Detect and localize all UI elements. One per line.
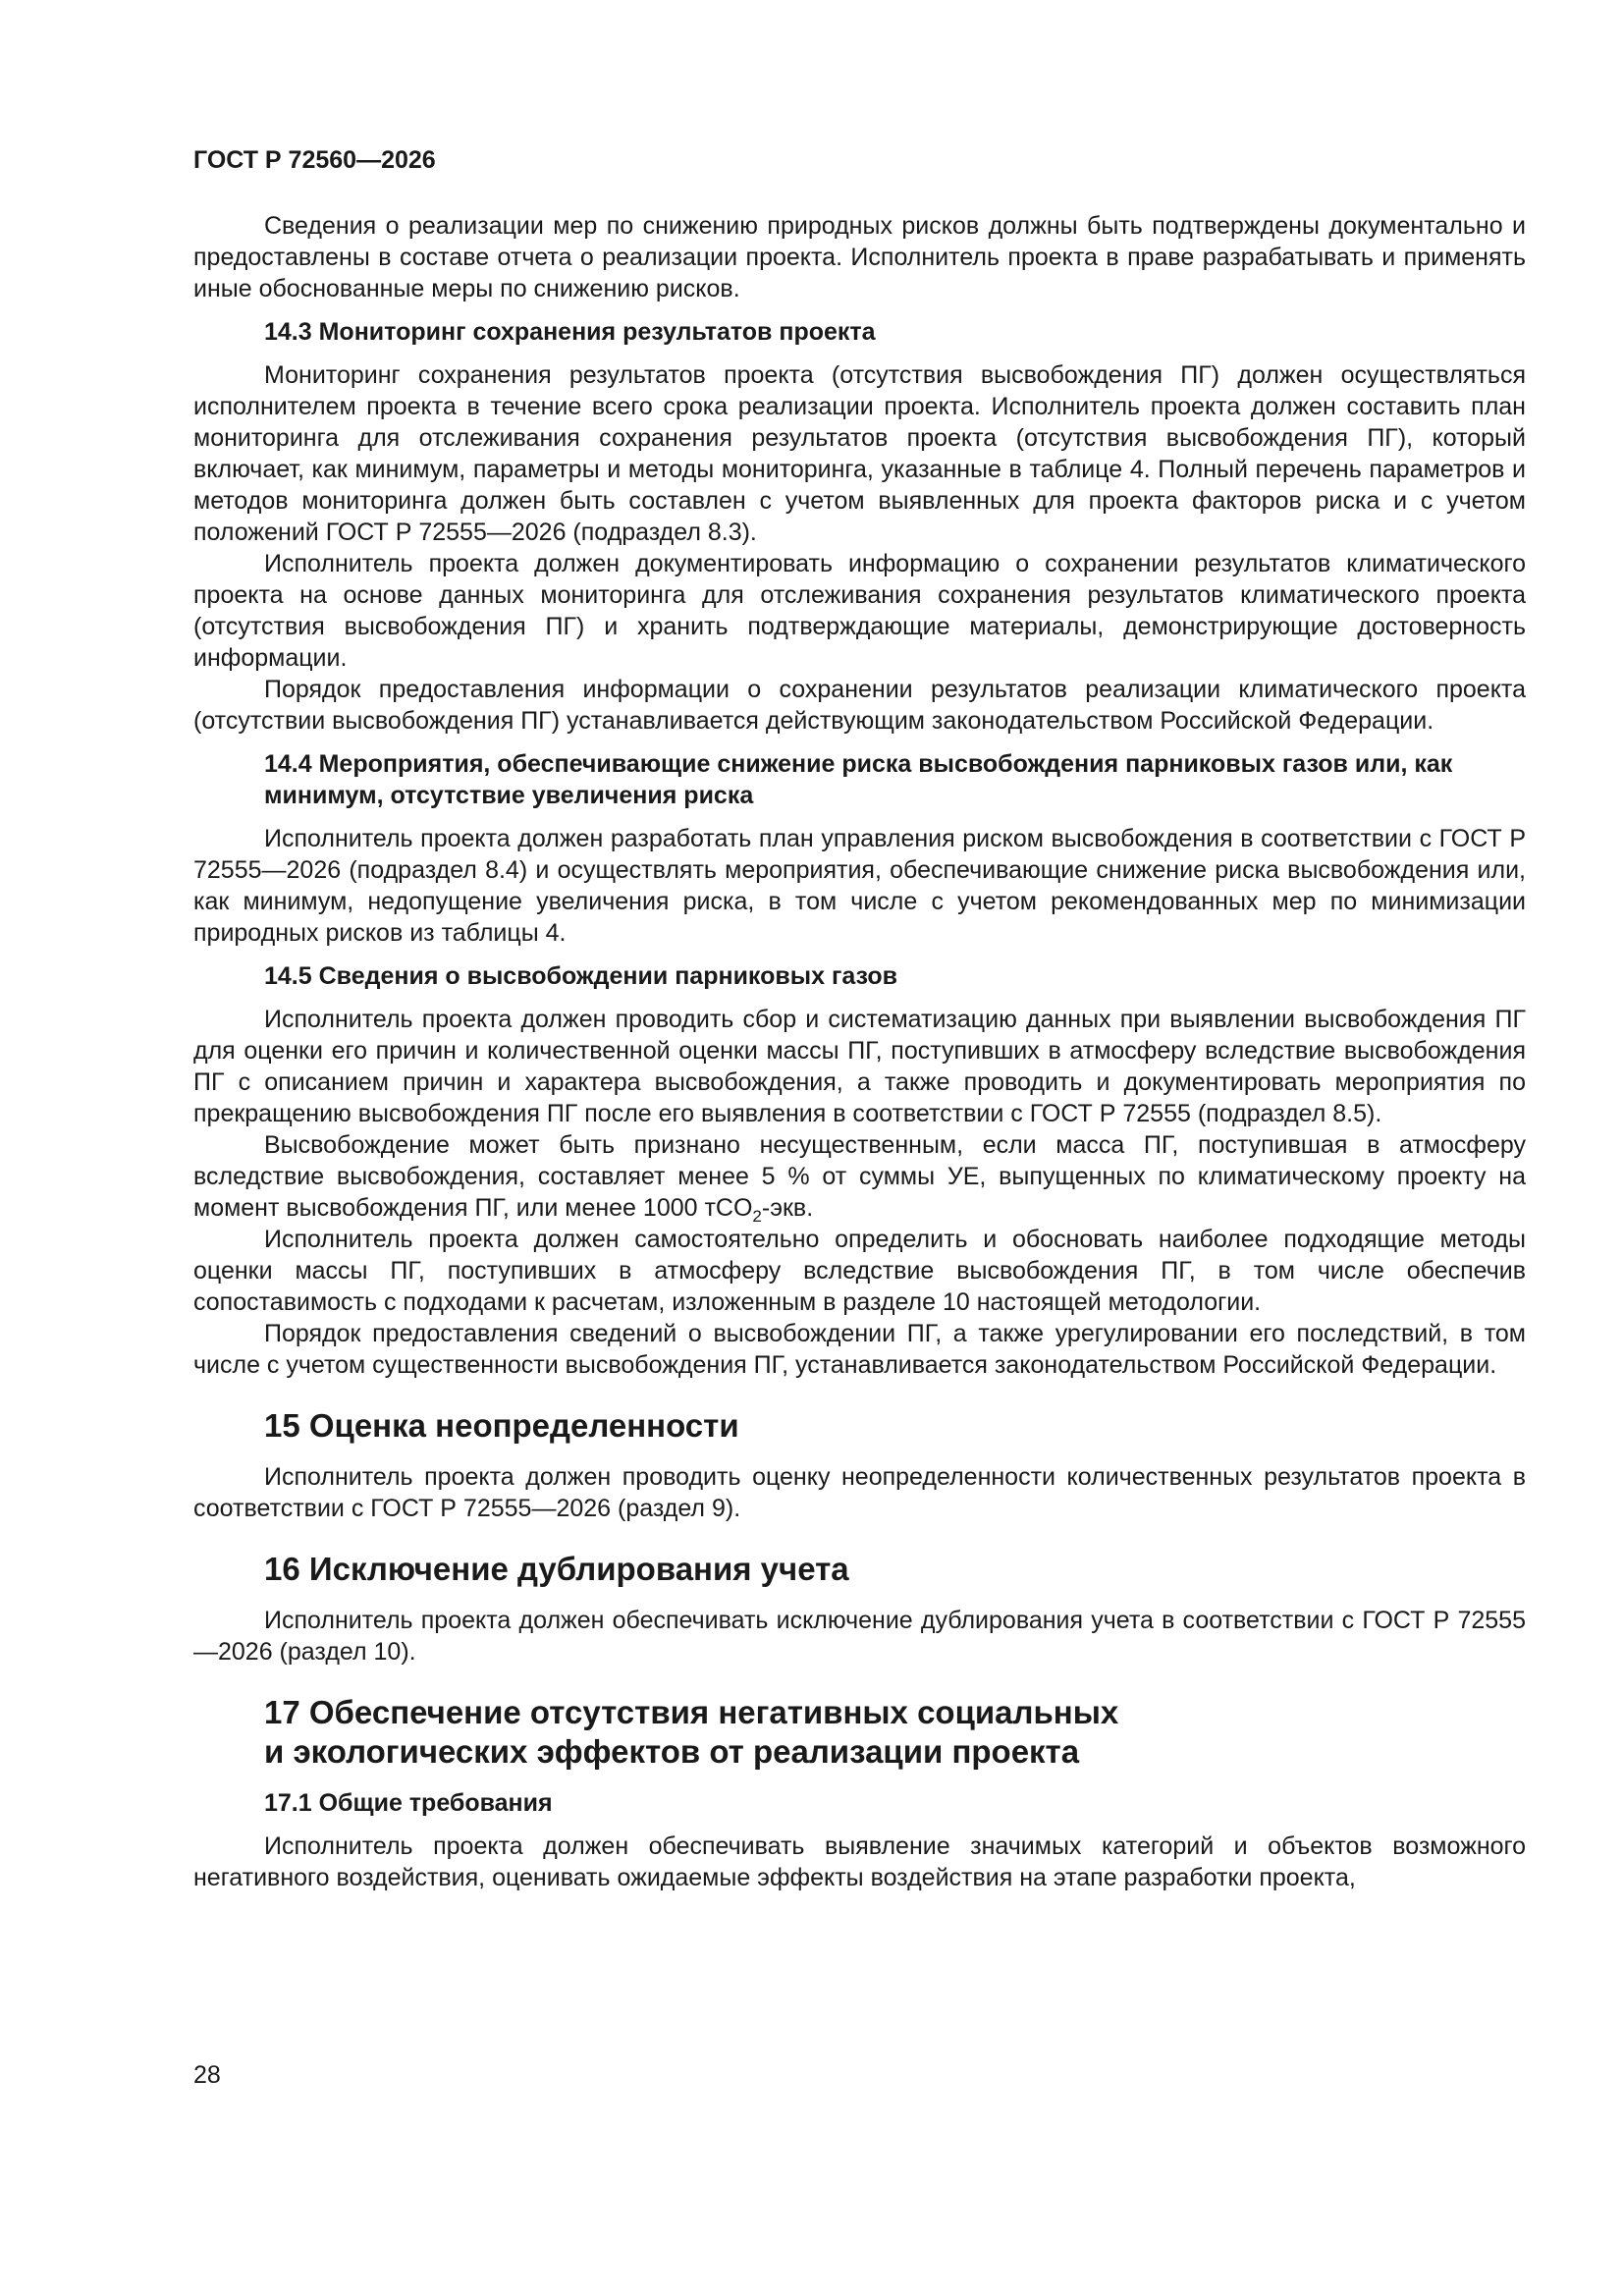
page-number: 28	[193, 2061, 221, 2089]
paragraph-with-formula	[193, 1129, 1526, 1224]
paragraph: Исполнитель проекта должен разработать план управления риском высвобождения в соответствии с ГОСТ Р 72555—2026 (подраздел 8.4) и осуществлять мероприятия, обеспечивающие снижение риска высвобождения или, как минимум, недопущение увеличения риска, в том числе с учетом рекомендованных мер по минимизации природных рисков из таблицы 4.	[193, 825, 1526, 947]
paragraph: Исполнитель проекта должен обеспечивать исключение дублирования учета в соответствии с ГОСТ Р 72555—2026 (раздел 10).	[193, 1607, 1526, 1666]
section-title-line: и экологических эффектов от реализации проекта	[264, 1733, 1080, 1770]
subscript: 2	[752, 1207, 762, 1226]
section-title-16: 16 Исключение дублирования учета	[264, 1551, 849, 1587]
paragraph: Порядок предоставления сведений о высвобождении ПГ, а также урегулировании его последствий, в том числе с учетом существенности высвобождения ПГ, устанавливается законодательством Российской Федерации.	[193, 1320, 1526, 1379]
paragraph: Исполнитель проекта должен проводить сбор и систематизацию данных при выявлении высвобождения ПГ для оценки его причин и количественной оценки массы ПГ, поступивших в атмосферу вследствие высвобождения ПГ с описанием причин и характера высвобождения, а также проводить и документировать мероприятия по прекращению высвобождения ПГ после его выявления в соответствии с ГОСТ Р 72555 (подраздел 8.5).	[193, 1006, 1526, 1127]
document-header: ГОСТ Р 72560—2026	[193, 146, 436, 174]
subsection-title-14-4: 14.4 Мероприятия, обеспечивающие снижение риска высвобождения парниковых газов или, как минимум, отсутствие увеличения риска	[264, 750, 1453, 809]
document-page	[193, 145, 1526, 1893]
paragraph: Исполнитель проекта должен проводить оценку неопределенности количественных результатов проекта в соответствии с ГОСТ Р 72555—2026 (раздел 9).	[193, 1463, 1526, 1522]
paragraph: Исполнитель проекта должен документировать информацию о сохранении результатов климатического проекта на основе данных мониторинга для отслеживания сохранения результатов климатического проекта (отсутствия высвобождения ПГ) и хранить подтверждающие материалы, демонстрирующие достоверность информации.	[193, 550, 1526, 672]
paragraph: Исполнитель проекта должен обеспечивать выявление значимых категорий и объектов возможного негативного воздействия, оценивать ожидаемые эффекты воздействия на этапе разработки проекта,	[193, 1832, 1526, 1891]
paragraph: Исполнитель проекта должен самостоятельно определить и обосновать наиболее подходящие методы оценки массы ПГ, поступивших в атмосферу вследствие высвобождения ПГ, в том числе обеспечив сопоставимость с подходами к расчетам, изложенным в разделе 10 настоящей методологии.	[193, 1226, 1526, 1316]
subsection-title-14-3: 14.3 Мониторинг сохранения результатов проекта	[264, 318, 876, 346]
section-title-17	[264, 1693, 1526, 1772]
paragraph: Мониторинг сохранения результатов проекта (отсутствия высвобождения ПГ) должен осуществляться исполнителем проекта в течение всего срока реализации проекта. Исполнитель проекта должен составить план мониторинга для отслеживания сохранения результатов проекта (отсутствия высвобождения ПГ), который включает, как минимум, параметры и методы мониторинга, указанные в таблице 4. Полный перечень параметров и методов мониторинга должен быть составлен с учетом выявленных для проекта факторов риска и с учетом положений ГОСТ Р 72555—2026 (подраздел 8.3).	[193, 361, 1526, 546]
paragraph: Порядок предоставления информации о сохранении результатов реализации климатического проекта (отсутствии высвобождения ПГ) устанавливается действующим законодательством Российской Федерации.	[193, 676, 1526, 735]
section-title-15: 15 Оценка неопределенности	[264, 1407, 739, 1444]
subsection-title-14-5: 14.5 Сведения о высвобождении парниковых газов	[264, 962, 898, 990]
text-run: Высвобождение может быть признано несущественным, если масса ПГ, поступившая в атмосферу вследствие высвобождения, составляет менее 5 % от суммы УЕ, выпущенных по климатическому проекту на момент высвобождения ПГ, или менее 1000 тCO	[193, 1131, 1526, 1222]
subsection-title-17-1: 17.1 Общие требования	[264, 1789, 553, 1817]
text-run: -экв.	[761, 1194, 814, 1222]
paragraph: Сведения о реализации мер по снижению природных рисков должны быть подтверждены документально и предоставлены в составе отчета о реализации проекта. Исполнитель проекта в праве разрабатывать и применять иные обоснованные меры по снижению рисков.	[193, 212, 1526, 302]
section-title-line: 17 Обеспечение отсутствия негативных социальных	[264, 1694, 1119, 1730]
